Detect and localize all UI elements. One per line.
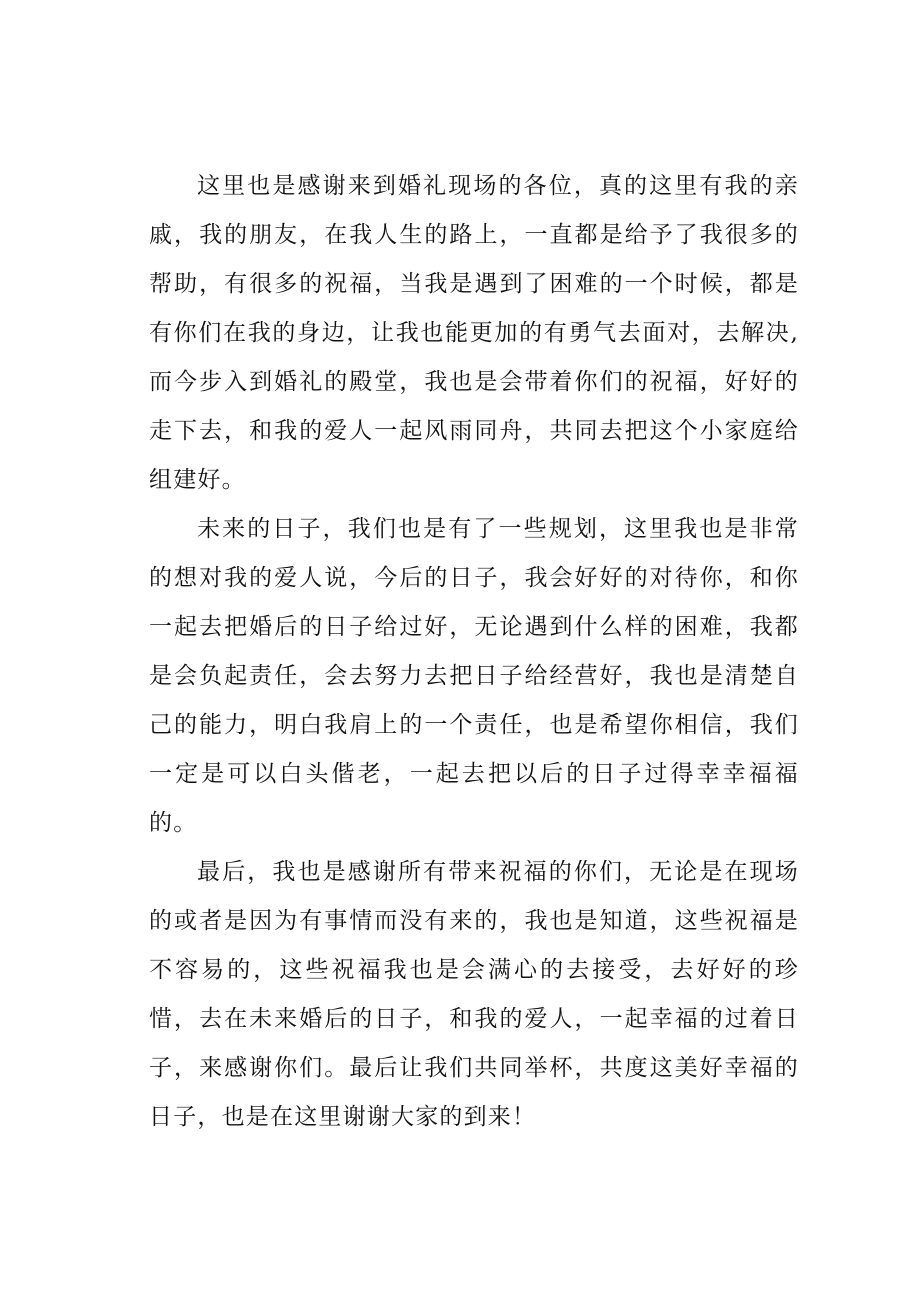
paragraph-future-plans: 未来的日子，我们也是有了一些规划，这里我也是非常的想对我的爱人说，今后的日子，我会好好的对待你，和你一起去把婚后的日子给过好，无论遇到什么样的困难，我都是会负起责任，会去努力去把日子给经营好，我也是清楚自己的能力，明白我肩上的一个责任，也是希望你相信，我们一定是可以白头偕老，一起去把以后的日子过得幸幸福福的。 [149,516,799,836]
document-body [149,162,799,1142]
paragraph-thanks-guests: 这里也是感谢来到婚礼现场的各位，真的这里有我的亲戚，我的朋友，在我人生的路上，一直都是给予了我很多的帮助，有很多的祝福，当我是遇到了困难的一个时候，都是有你们在我的身边，让我也能更加的有勇气去面对，去解决,而今步入到婚礼的殿堂，我也是会带着你们的祝福，好好的走下去，和我的爱人一起风雨同舟，共同去把这个小家庭给组建好。 [149,173,799,493]
paragraph-closing-toast: 最后，我也是感谢所有带来祝福的你们，无论是在现场的或者是因为有事情而没有来的，我也是知道，这些祝福是不容易的，这些祝福我也是会满心的去接受，去好好的珍惜，去在未来婚后的日子，和我的爱人，一起幸福的过着日子，来感谢你们。最后让我们共同举杯，共度这美好幸福的日子，也是在这里谢谢大家的到来！ [149,859,799,1130]
